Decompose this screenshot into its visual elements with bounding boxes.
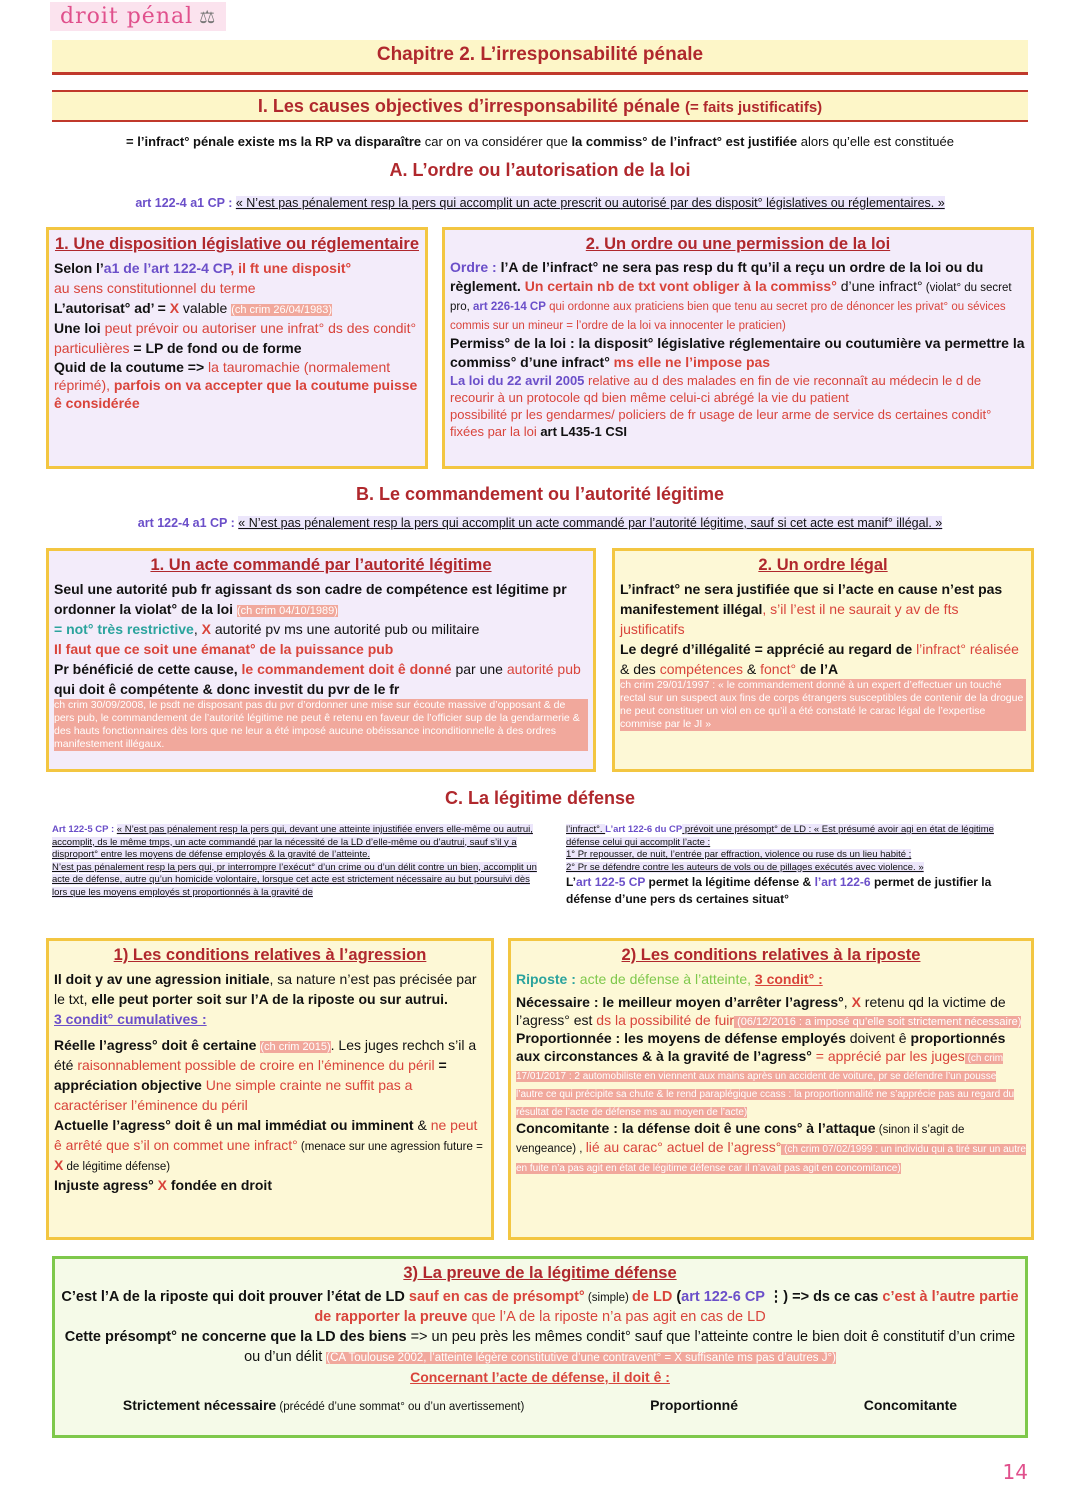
paragraph: Il doit y av une agression initiale, sa nature n’est pas précisée par le txt, elle peut porter soit sur l’A de la riposte ou sur autrui.: [54, 971, 477, 1007]
paragraph: possibilité pr les gendarmes/ policiers de fr usage de leur arme de service ds certaines condit° fixées par la loi art L435-1 CSI: [450, 407, 992, 439]
part-a-title: A. L’ordre ou l’autorisation de la loi: [389, 160, 691, 180]
paragraph: C’est l’A de la riposte qui doit prouver l’état de LD sauf en cas de présompt° (simple) de LD (art 122-6 CP ⋮) => ds ce cas c’est à l’autre partie de rapporter la preuve que l’A de la riposte n’a pas agit en cas de LD: [61, 1289, 1019, 1325]
balance-scale-icon: ⚖: [199, 7, 217, 28]
box-conditions-riposte: [508, 938, 1034, 1240]
paragraph: Selon l’a1 de l’art 122-4 CP, il ft une disposit°: [54, 260, 352, 276]
condition-necessaire: Strictement nécessaire (précédé d’une sommat° ou d’un avertissement): [122, 1397, 525, 1413]
box-title: 2. Un ordre légal: [758, 556, 888, 574]
part-c-article-right: l’infract°. L’art 122-6 du CP prévoit une présompt° de LD : « Est présumé avoir agi en état de légitime défense celui qui accomplit l’acte : 1° Pr repousser, de nuit, l’entrée par effraction, violence ou ruse ds un lieu habité ; 2° Pr se défendre contre les auteurs de vols ou de pillages exécutés avec violence. » L’art 122-5 CP permet la légitime défense & l’art 122-6 permet de justifier la défense d’une pers ds certaines situat°: [566, 824, 994, 906]
definition-line: = l’infract° pénale existe ms la RP va disparaître car on va considérer que la commiss° de l’infract° est justifiée alors qu’elle est constituée: [126, 134, 954, 149]
page-number: 14: [1002, 1460, 1028, 1484]
paragraph: Une loi peut prévoir ou autoriser une infrat° ds des condit° particulières = LP de fond ou de forme: [54, 320, 417, 356]
paragraph: Riposte : acte de défense à l’atteinte, 3 condit° :: [516, 971, 823, 987]
section-title: I. Les causes objectives d’irresponsabilité pénale (= faits justificatifs): [52, 90, 1028, 122]
part-c-title: C. La légitime défense: [444, 788, 636, 808]
paragraph: La loi du 22 avril 2005 relative au d des malades en fin de vie reconnaît au médecin le d de recourir à un protocole qd bien même celui-ci abrégé la vie du patient: [450, 373, 982, 405]
paragraph: L’autorisat° ad’ = X valable (ch crim 26/04/1983): [54, 300, 333, 316]
brand-label: droit pénal: [60, 4, 194, 29]
box-title: 1) Les conditions relatives à l’agression: [113, 946, 427, 964]
paragraph: Il faut que ce soit une émanat° de la puissance pub: [54, 641, 394, 657]
part-b-title: B. Le commandement ou l’autorité légitime: [355, 484, 725, 504]
paragraph: Nécessaire : le meilleur moyen d’arrêter l’agress°, X retenu qd la victime de l’agress° est ds la possibilité de fuir (06/12/2016 : a imposé qu’elle soit strictement nécessaire): [516, 994, 1022, 1028]
chapter-title: Chapitre 2. L’irresponsabilité pénale: [52, 40, 1028, 75]
paragraph: Permiss° de la loi : la disposit° législative réglementaire ou coutumière va permettre la commiss° d’une infract° ms elle ne l’impose pas: [450, 335, 1025, 370]
box-ordre-permission: [442, 227, 1034, 469]
paragraph: Cette présompt° ne concerne que la LD des biens => un peu près les mêmes condit° sauf que l’atteinte contre le bien doit ê constitutif d’un crime ou d’un délit (CA Toulouse 2002, l’atteinte légère constitutive d’une contravent° = X suffisante ms pas d’autres J°): [64, 1329, 1016, 1365]
box-preuve-legitime-defense: [52, 1256, 1028, 1438]
paragraph: L’infract° ne sera justifiée que si l’acte en cause n’est pas manifestement illégal, s’il l’est il ne saurait y av de fts justificatifs: [620, 581, 1003, 637]
paragraph: Concernant l’acte de défense, il doit ê :: [410, 1369, 670, 1385]
part-c-article-left: Art 122-5 CP : « N’est pas pénalement resp la pers qui, devant une atteinte injustifiée envers elle-même ou autrui, accomplit, ds le même tmps, un acte commandé par la nécessité de la LD d’elle-même ou d’autrui, sauf s’il y a disproport° entre les moyens de défense employés & la gravité de l’atteinte. N’est pas pénalement resp la pers qui, pr interrompre l’exécut° d’un crime ou d’un délit contre un bien, accomplit un acte de défense, autre qu’un homicide volontaire, lorsque cet acte est strictement nécessaire au but poursuivi dès lors que les moyens employés st proportionnés à la gravité de: [52, 824, 537, 898]
box-acte-commande: [46, 548, 596, 772]
box-title: 1. Une disposition législative ou réglementaire: [54, 235, 419, 253]
paragraph: 3 condit° cumulatives :: [54, 1011, 207, 1027]
box-ordre-legal: [612, 548, 1034, 772]
box-disposition-legislative: [46, 227, 428, 469]
box-title: 2. Un ordre ou une permission de la loi: [585, 235, 891, 253]
box-title: 1. Un acte commandé par l’autorité légitime: [150, 556, 492, 574]
condition-proportionne: Proportionné: [650, 1397, 738, 1413]
conditions-row: [60, 1395, 1020, 1415]
paragraph: Injuste agress° X fondée en droit: [54, 1177, 272, 1193]
box-conditions-agression: [46, 938, 494, 1240]
paragraph: Ordre : l’A de l’infract° ne sera pas resp du ft qu’il a reçu un ordre de la loi ou du règlement. Un certain nb de txt vont obliger à la commiss° d’une infract° (violat° du secret pro, art 226-14 CP qui ordonne aux praticiens bien que tenu au secret pro de dénoncer les privat° ou sévices commis sur un mineur = l’ordre de la loi va innocenter le praticien): [450, 259, 1012, 332]
paragraph: Seul une autorité pub fr agissant ds son cadre de compétence est légitime pr ordonner la violat° de la loi (ch crim 04/10/1989): [54, 581, 567, 617]
part-b-article: art 122-4 a1 CP : « N’est pas pénalement resp la pers qui accomplit un acte commandé par l’autorité légitime, sauf si cet acte est manif° illégal. »: [137, 516, 943, 530]
paragraph: Le degré d’illégalité = apprécié au regard de l’infract° réalisée & des compétences & fonct° de l’A: [620, 641, 1019, 677]
paragraph: Réelle l’agress° doit ê certaine (ch crim 2015). Les juges rechch s’il a été raisonnablement possible de croire en l’éminence du péril = appréciation objective Une simple crainte ne suffit pas a caractériser l’éminence du péril: [54, 1037, 477, 1113]
part-a-article: art 122-4 a1 CP : « N’est pas pénalement resp la pers qui accomplit un acte prescrit ou autorisé par des disposit° législatives ou réglementaires. »: [135, 196, 945, 210]
paragraph: = not° très restrictive, X autorité pv ms une autorité pub ou militaire: [54, 621, 480, 637]
brand-tag: [50, 2, 226, 31]
paragraph: Quid de la coutume => la tauromachie (normalement réprimé), parfois on va accepter que la coutume puisse ê considérée: [54, 359, 418, 411]
paragraph: au sens constitutionnel du terme: [54, 280, 256, 296]
paragraph: Pr bénéficié de cette cause, le commandement doit ê donné par une autorité pub qui doit ê compétente & donc investit du pvr de le fr: [54, 661, 581, 697]
paragraph: Actuelle l’agress° doit ê un mal immédiat ou imminent & ne peut ê arrêté que s’il on commet une infract° (menace sur une agression future = X de légitime défense): [54, 1117, 483, 1173]
box-title: 2) Les conditions relatives à la riposte: [621, 946, 921, 964]
case-law-note: ch crim 29/01/1997 : « le commandement donné à un expert d’effectuer un touché rectal sur un suspect aux fins de corps étrangers susceptibles de contenir de la drogue ne peut constituer un viol en ce qu’il a été constaté le carac légal de l’expertise commise par le JI »: [620, 679, 1026, 731]
paragraph: Concomitante : la défense doit ê une cons° à l’attaque (sinon il s’agit de vengeance) , lié au carac° actuel de l’agress° (ch crim 07/02/1999 : un individu qui a tiré sur un autre en fuite n’a pas agit en état de légitime défense car il n’avait pas agit en concomitance): [516, 1120, 1026, 1174]
paragraph: Proportionnée : les moyens de défense employés doivent ê proportionnés aux circonstances & à la gravité de l’agress° = apprécié par les juges (ch crim 17/01/2017 : 2 automobiliste en viennent aux mains après un accident de voiture, pr se défendre l’un pousse l’autre ce qui précipite sa chute & le rend paraplégique ccass : la proportionnalité ne s’apprécie pas au regard du résultat de l’acte de défense ms au moyen de l’acte): [516, 1030, 1015, 1118]
box-title: 3) La preuve de la légitime défense: [403, 1264, 677, 1282]
case-law-note: ch crim 30/09/2008, le psdt ne disposant pas du pvr d’ordonner une mise sur écoute massive d’opposant & de pers pub, le commandement de l’autorité légitime ne peut ê retenu en faveur de l’officier sup de la gendarmerie & des hauts fonctionnaires dès lors que ne leur a été imposé aucune obéissance inconditionnelle à des ordres manifestement illégaux.: [54, 699, 588, 751]
condition-concomitante: Concomitante: [863, 1397, 958, 1413]
